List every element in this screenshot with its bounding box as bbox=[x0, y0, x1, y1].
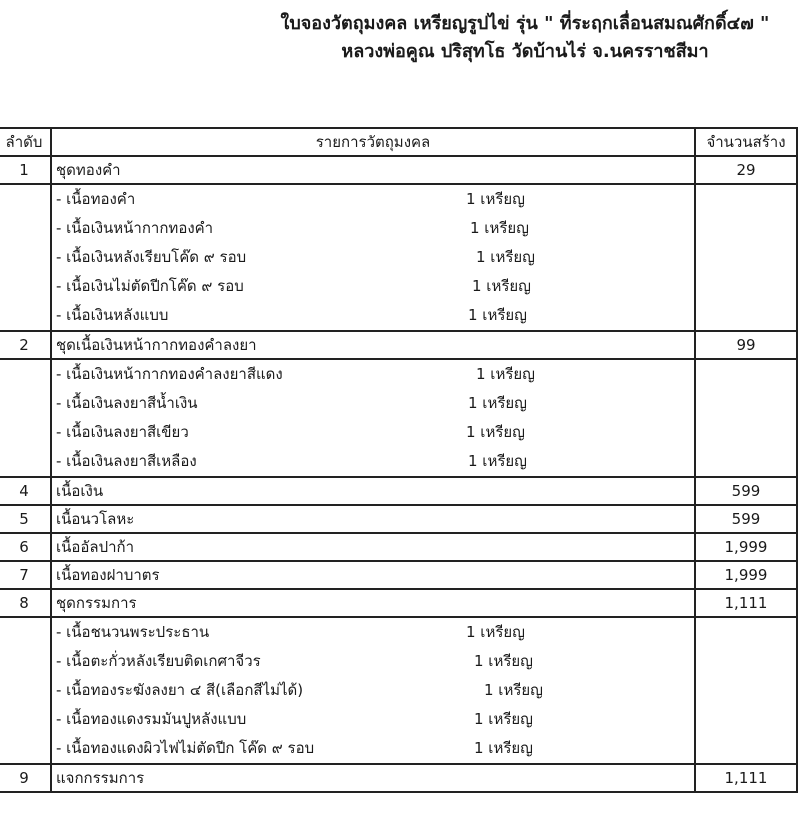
sub-item-name: - เนื้อเงินไม่ตัดปีกโค๊ด ๙ รอบ bbox=[56, 277, 244, 295]
table-row bbox=[0, 477, 797, 505]
row-qty: 99 bbox=[695, 331, 797, 359]
sub-item-name: - เนื้อทองระฆังลงยา ๔ สี(เลือกสีไม่ได้) bbox=[56, 681, 304, 699]
row-item: ชุดทองคำ bbox=[51, 156, 695, 184]
table-row bbox=[0, 561, 797, 589]
header-qty: จำนวนสร้าง bbox=[695, 128, 797, 156]
sub-items-row bbox=[0, 617, 797, 764]
sub-item-name: - เนื้อเงินหน้ากากทองคำ bbox=[56, 219, 214, 237]
sub-item-qty: 1 เหรียญ bbox=[476, 248, 535, 266]
sub-item-name: - เนื้อเงินหน้ากากทองคำลงยาสีแดง bbox=[56, 365, 283, 383]
header-item: รายการวัตถุมงคล bbox=[51, 128, 695, 156]
sub-item-qty: 1 เหรียญ bbox=[466, 423, 525, 441]
row-item: เนื้อนวโลหะ bbox=[51, 505, 695, 533]
sub-items-row bbox=[0, 184, 797, 331]
row-qty: 1,999 bbox=[695, 533, 797, 561]
sub-item bbox=[56, 418, 690, 447]
sub-item-name: - เนื้อทองแดงรมมันปูหลังแบบ bbox=[56, 710, 247, 728]
sub-items-cell bbox=[51, 184, 695, 331]
sub-item-name: - เนื้อเงินลงยาสีเขียว bbox=[56, 423, 189, 441]
table-header-row bbox=[0, 128, 797, 156]
row-num: 1 bbox=[0, 156, 51, 184]
sub-item-qty: 1 เหรียญ bbox=[470, 219, 529, 237]
sub-item-qty: 1 เหรียญ bbox=[468, 306, 527, 324]
row-num: 8 bbox=[0, 589, 51, 617]
row-qty: 1,999 bbox=[695, 561, 797, 589]
empty-cell bbox=[0, 359, 51, 477]
header-num: ลำดับ bbox=[0, 128, 51, 156]
row-num: 6 bbox=[0, 533, 51, 561]
document-subtitle: หลวงพ่อคูณ ปริสุทโธ วัดบ้านไร่ จ.นครราชสีมา bbox=[341, 41, 709, 62]
sub-item bbox=[56, 301, 690, 330]
row-item: ชุดเนื้อเงินหน้ากากทองคำลงยา bbox=[51, 331, 695, 359]
sub-item-name: - เนื้อตะกั่วหลังเรียบติดเกศาจีวร bbox=[56, 652, 261, 670]
sub-item-qty: 1 เหรียญ bbox=[466, 190, 525, 208]
sub-item-qty: 1 เหรียญ bbox=[474, 652, 533, 670]
sub-item bbox=[56, 243, 690, 272]
sub-item-qty: 1 เหรียญ bbox=[472, 277, 531, 295]
row-qty: 29 bbox=[695, 156, 797, 184]
sub-item-qty: 1 เหรียญ bbox=[484, 681, 543, 699]
sub-item bbox=[56, 734, 690, 763]
sub-item bbox=[56, 272, 690, 301]
sub-item-name: - เนื้อชนวนพระประธาน bbox=[56, 623, 210, 641]
sub-item bbox=[56, 647, 690, 676]
sub-item-qty: 1 เหรียญ bbox=[468, 394, 527, 412]
sub-item-name: - เนื้อเงินลงยาสีน้ำเงิน bbox=[56, 394, 198, 412]
row-num: 4 bbox=[0, 477, 51, 505]
table-row bbox=[0, 156, 797, 184]
row-qty: 1,111 bbox=[695, 589, 797, 617]
table-row bbox=[0, 764, 797, 792]
sub-item-name: - เนื้อเงินหลังแบบ bbox=[56, 306, 169, 324]
sub-items-cell bbox=[51, 359, 695, 477]
empty-cell bbox=[695, 359, 797, 477]
sub-item bbox=[56, 185, 690, 214]
row-item: เนื้อเงิน bbox=[51, 477, 695, 505]
sub-item-name: - เนื้อเงินลงยาสีเหลือง bbox=[56, 452, 197, 470]
row-num: 2 bbox=[0, 331, 51, 359]
row-item: เนื้อทองฝาบาตร bbox=[51, 561, 695, 589]
sub-item-qty: 1 เหรียญ bbox=[476, 365, 535, 383]
row-qty: 1,111 bbox=[695, 764, 797, 792]
sub-item bbox=[56, 389, 690, 418]
sub-item-name: - เนื้อทองคำ bbox=[56, 190, 136, 208]
empty-cell bbox=[695, 184, 797, 331]
sub-item-name: - เนื้อเงินหลังเรียบโค๊ด ๙ รอบ bbox=[56, 248, 247, 266]
table-row bbox=[0, 589, 797, 617]
table-row bbox=[0, 505, 797, 533]
amulet-reservation-table bbox=[0, 127, 798, 793]
sub-item-qty: 1 เหรียญ bbox=[474, 710, 533, 728]
row-item: ชุดกรรมการ bbox=[51, 589, 695, 617]
row-num: 5 bbox=[0, 505, 51, 533]
row-num: 7 bbox=[0, 561, 51, 589]
row-qty: 599 bbox=[695, 477, 797, 505]
sub-item bbox=[56, 214, 690, 243]
empty-cell bbox=[0, 617, 51, 764]
row-item: แจกกรรมการ bbox=[51, 764, 695, 792]
sub-item bbox=[56, 360, 690, 389]
empty-cell bbox=[695, 617, 797, 764]
sub-item bbox=[56, 618, 690, 647]
sub-items-row bbox=[0, 359, 797, 477]
sub-item bbox=[56, 447, 690, 476]
empty-cell bbox=[0, 184, 51, 331]
row-num: 9 bbox=[0, 764, 51, 792]
sub-item-qty: 1 เหรียญ bbox=[474, 739, 533, 757]
sub-item bbox=[56, 705, 690, 734]
row-qty: 599 bbox=[695, 505, 797, 533]
sub-item bbox=[56, 676, 690, 705]
sub-item-name: - เนื้อทองแดงผิวไฟไม่ตัดปีก โค๊ด ๙ รอบ bbox=[56, 739, 315, 757]
table-row bbox=[0, 331, 797, 359]
sub-item-qty: 1 เหรียญ bbox=[466, 623, 525, 641]
row-item: เนื้ออัลปาก้า bbox=[51, 533, 695, 561]
sub-item-qty: 1 เหรียญ bbox=[468, 452, 527, 470]
document-title: ใบจองวัตถุมงคล เหรียญรูปไข่ รุ่น " ที่ระฤกเลื่อนสมณศักดิ์๔๗ " bbox=[280, 13, 770, 34]
sub-items-cell bbox=[51, 617, 695, 764]
table-row bbox=[0, 533, 797, 561]
